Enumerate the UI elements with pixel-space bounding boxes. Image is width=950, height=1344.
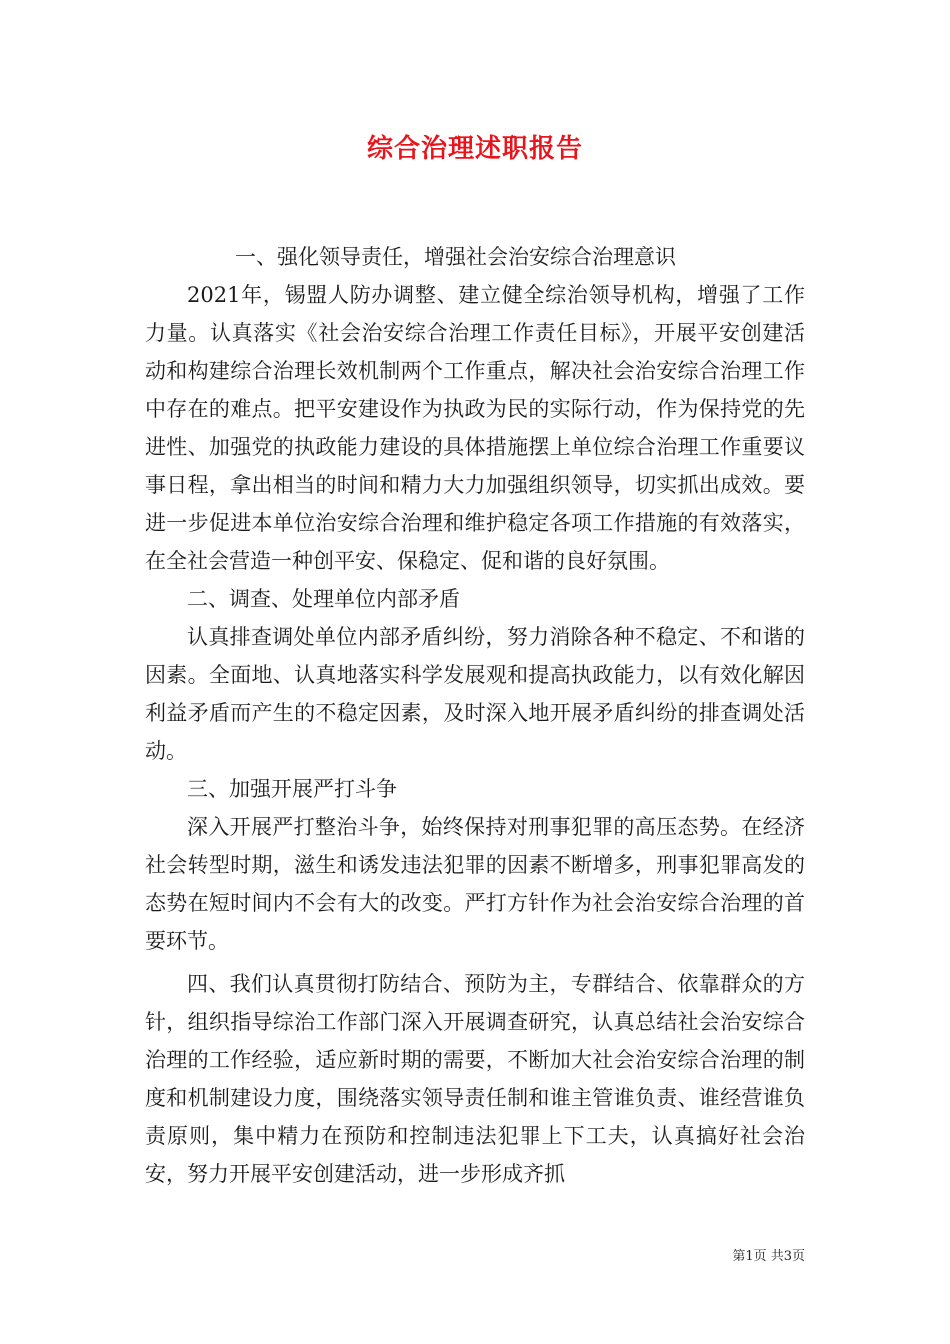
paragraph-2: 认真排查调处单位内部矛盾纠纷，努力消除各种不稳定、不和谐的因素。全面地、认真地落实科学发展观和提高执政能力，以有效化解因利益矛盾而产生的不稳定因素，及时深入地开展矛盾纠纷的排查调处活动。	[145, 625, 805, 763]
section-heading-3: 三、加强开展严打斗争	[187, 777, 397, 801]
section-heading-2: 二、调查、处理单位内部矛盾	[187, 587, 460, 611]
paragraph-1: 2021年，锡盟人防办调整、建立健全综治领导机构，增强了工作力量。认真落实《社会治安综合治理工作责任目标》，开展平安创建活动和构建综合治理长效机制两个工作重点，解决社会治安综合治理工作中存在的难点。把平安建设作为执政为民的实际行动，作为保持党的先进性、加强党的执政能力建设的具体措施摆上单位综合治理工作重要议事日程，拿出相当的时间和精力大力加强组织领导，切实抓出成效。要进一步促进本单位治安综合治理和维护稳定各项工作措施的有效落实，在全社会营造一种创平安、保稳定、促和谐的良好氛围。	[145, 283, 805, 573]
section-heading-1: 一、强化领导责任，增强社会治安综合治理意识	[235, 245, 676, 269]
paragraph-3: 深入开展严打整治斗争，始终保持对刑事犯罪的高压态势。在经济社会转型时期，滋生和诱发违法犯罪的因素不断增多，刑事犯罪高发的态势在短时间内不会有大的改变。严打方针作为社会治安综合治理的首要环节。	[145, 815, 805, 953]
document-body	[145, 238, 805, 1193]
paragraph-4: 四、我们认真贯彻打防结合、预防为主，专群结合、依靠群众的方针，组织指导综治工作部门深入开展调查研究，认真总结社会治安综合治理的工作经验，适应新时期的需要，不断加大社会治安综合治理的制度和机制建设力度，围绕落实领导责任制和谁主管谁负责、谁经营谁负责原则，集中精力在预防和控制违法犯罪上下工夫，认真搞好社会治安，努力开展平安创建活动，进一步形成齐抓	[145, 972, 805, 1186]
document-title: 综合治理述职报告	[366, 134, 583, 164]
page-number: 第1页 共3页	[732, 1249, 805, 1264]
